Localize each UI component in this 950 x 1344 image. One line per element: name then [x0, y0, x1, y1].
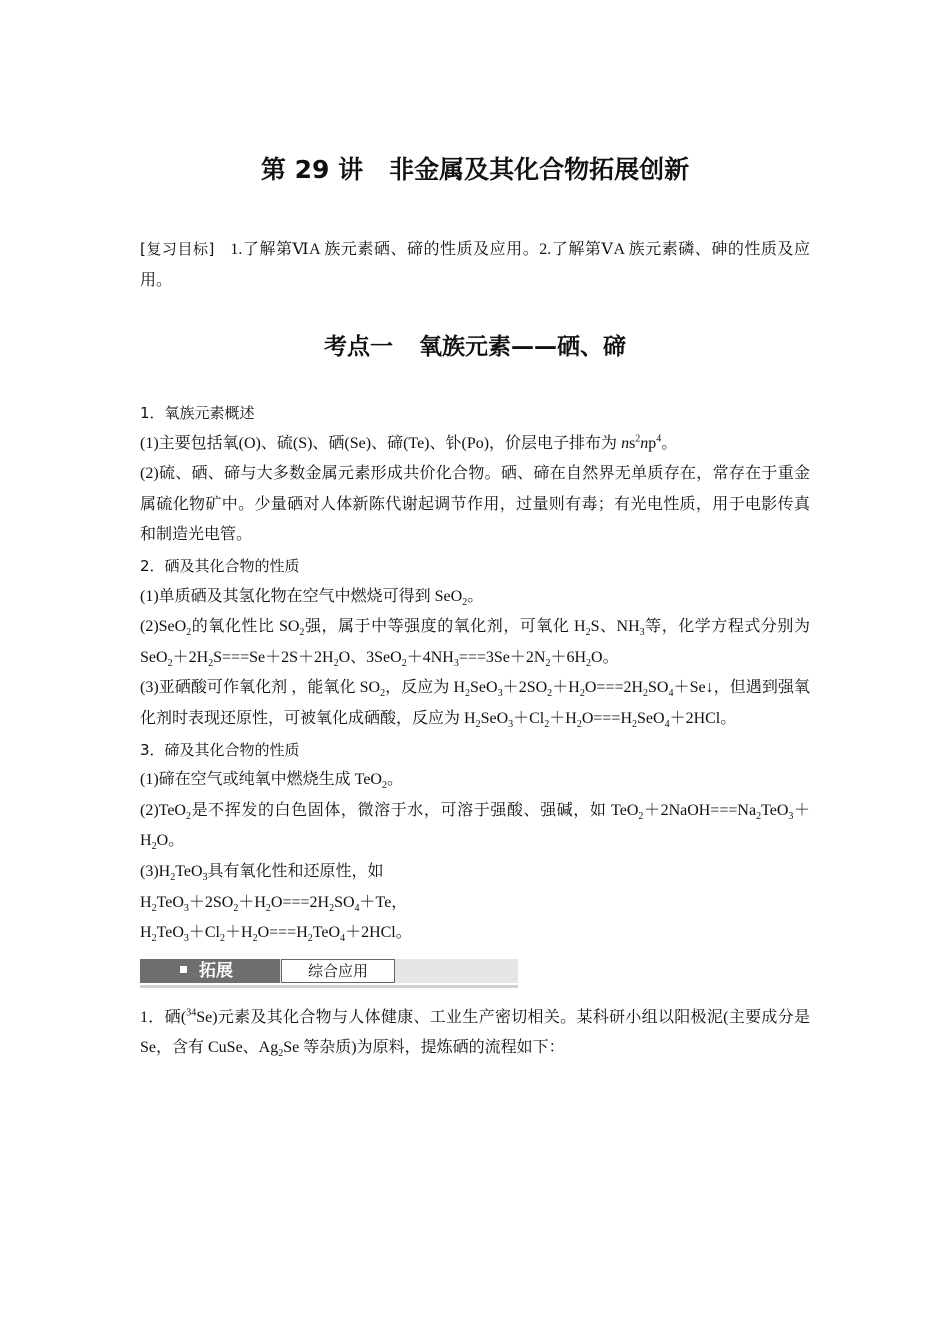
- banner-label-right: 综合应用: [281, 959, 395, 983]
- equation: $H_2TeO_3+Cl_2+H_2O===H_2TeO_4+2HCl$。: [140, 924, 412, 945]
- objective-text: 1.了解第ⅥA 族元素硒、碲的性质及应用。2.了解第ⅤA 族元素磷、砷的性质及应用。: [140, 241, 810, 289]
- banner-underline: [140, 985, 518, 988]
- paragraph: (3)亚硒酸可作氧化剂 ，能氧化 $SO_2$，反应为 $H_2SeO_3+2SO_2+H_2O===2H_2SO_4+Se↓$，但遇到强氧化剂时表现还原性，可被氧化成硒酸，反应为 $H_2SeO_3+Cl_2+H_2O===H_2SeO_4+2HCl$。: [140, 679, 810, 731]
- section-title: [0, 328, 950, 361]
- main-content: [140, 398, 810, 1064]
- heading-selenium: 2．硒及其化合物的性质: [140, 556, 300, 575]
- extension-banner: [140, 955, 518, 993]
- paragraph: (1)碲在空气或纯氧中燃烧生成 TeO$_2$。: [140, 771, 403, 792]
- paragraph: (2)SeO$_2$的氧化性比 $SO_2$强，属于中等强度的氧化剂，可氧化 $H_2S$、$NH_3$等，化学方程式分别为 $SeO_2+2H_2S===Se+2S+2H_2O$、$3SeO_2+4NH_3===3Se+2N_2+6H_2O$。: [140, 618, 810, 669]
- paragraph: (1)主要包括氧(O)、硫(S)、硒(Se)、碲(Te)、钋(Po)，价层电子排布为 $ns^2np^4$。: [140, 433, 678, 452]
- heading-overview: 1．氧族元素概述: [140, 404, 255, 422]
- review-objectives: [140, 234, 810, 296]
- heading-tellurium: 3．碲及其化合物的性质: [140, 740, 300, 759]
- section-name: 氧族元素——硒、碲: [419, 334, 626, 360]
- question-1: 1．硒($^{34}$Se)元素及其化合物与人体健康、工业生产密切相关。某科研小组以阳极泥(主要成分是 Se，含有 CuSe、$Ag_2Se$ 等杂质)为原料，提炼硒的流程如下：: [140, 1007, 810, 1060]
- lecture-name: 非金属及其化合物拓展创新: [389, 155, 690, 184]
- lecture-number: 第 29 讲: [260, 155, 364, 184]
- equation: $H_2TeO_3+2SO_2+H_2O===2H_2SO_4+Te$，: [140, 893, 408, 914]
- section-number: 考点一: [324, 334, 393, 360]
- paragraph: (2)硫、硒、碲与大多数金属元素形成共价化合物。硒、碲在自然界无单质存在，常存在于重金属硫化物矿中。少量硒对人体新陈代谢起调节作用，过量则有毒；有光电性质，用于电影传真和制造光电管。: [140, 465, 810, 544]
- banner-label-left: 拓展: [140, 959, 280, 983]
- paragraph: $(3)H_2TeO_3$具有氧化性和还原性，如: [140, 862, 384, 884]
- paragraph: (1)单质硒及其氢化物在空气中燃烧可得到 SeO$_2$。: [140, 587, 484, 608]
- objective-label: [复习目标]: [140, 240, 215, 258]
- paragraph: (2)TeO$_2$是不挥发的白色固体，微溶于水，可溶于强酸、强碱，如 $TeO_2+2NaOH===Na_2TeO_3+H_2O$。: [140, 801, 810, 853]
- square-bullet-icon: [180, 966, 187, 973]
- lecture-title: [0, 150, 950, 186]
